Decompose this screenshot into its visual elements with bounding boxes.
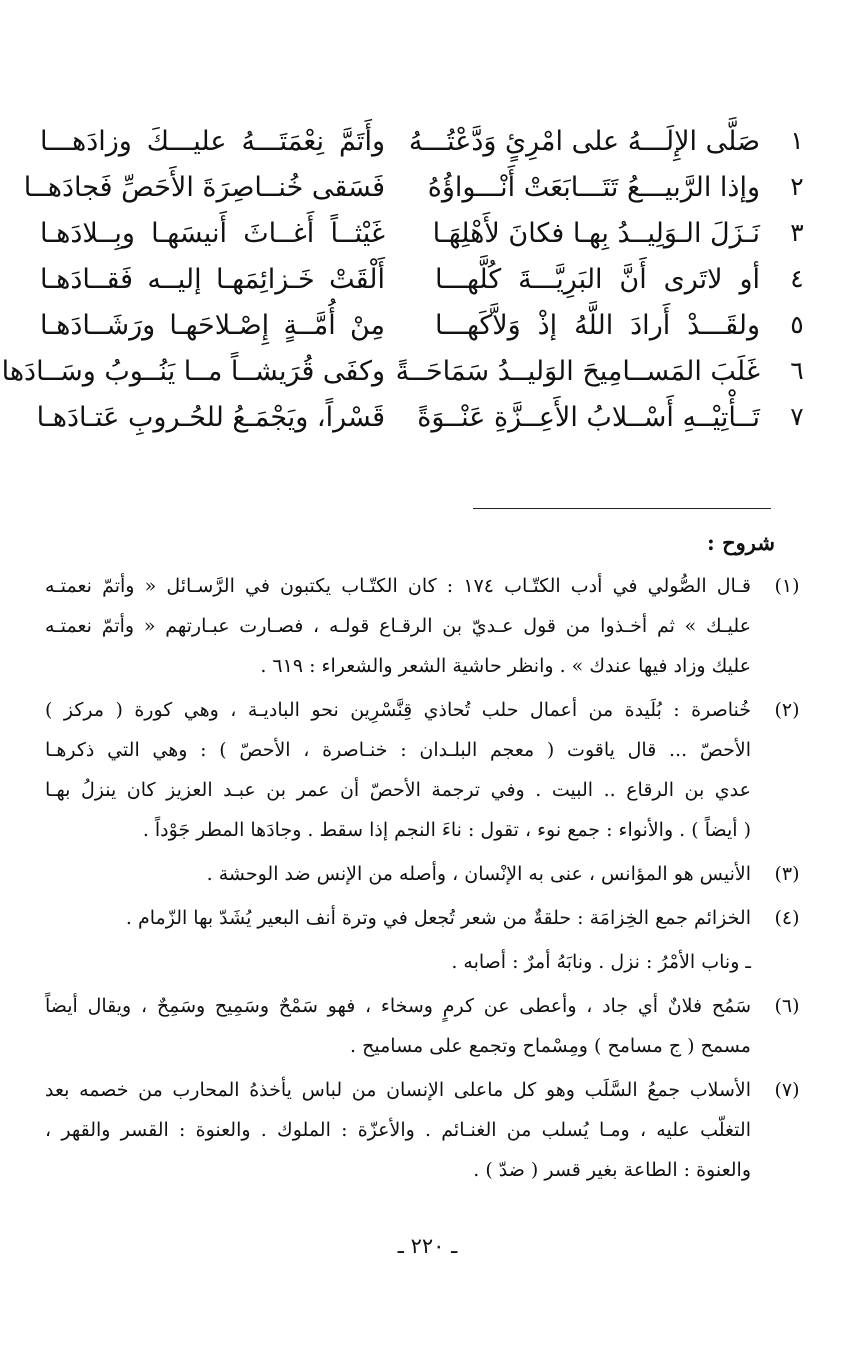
verse-first-hemistich: غَلَبَ المَســامِيحَ الوَليــدُ سَمَاحَــةً <box>395 356 760 387</box>
verse-first-hemistich: نَـزَلَ الـوَلِيــدُ بِهـا فكانَ لأَهْلِهَـا <box>432 218 760 249</box>
footnote-number: (٤) <box>774 907 800 929</box>
footnote-line: الأحصّ ... قال ياقوت ( معجم البلـدان : خنـاصرة ، الأحصّ ) : وهي التي ذكرهـا <box>45 739 751 761</box>
poem-verse <box>40 306 810 352</box>
notes-list <box>45 566 807 1194</box>
footnote-line: مسمح ( ج مسامح ) ومِسْماح وتجمع على مساميح . <box>350 1035 751 1057</box>
verse-first-hemistich: صَلَّى الإِلَـــهُ على امْرِئٍ وَدَّعْتُـــهُ <box>408 126 760 157</box>
footnote <box>45 1070 807 1190</box>
footnote-line: سَمُح فلانٌ أي جاد ، وأعطى عن كرمٍ وسخاء ، فهو سَمْحٌ وسَمِيح وسَمِحٌ ، ويقال أيضاً <box>45 995 751 1017</box>
verse-number: ٢ <box>790 172 804 201</box>
verse-second-hemistich: أَلْقَتْ خَـزائِمَهـا إليــه فَقــادَهـا <box>40 264 385 295</box>
note-continuation: ـ وناب الأمْرُ : نزل . ونابَهُ أمرٌ : أصابه . <box>451 951 751 973</box>
poem <box>1 122 810 444</box>
verse-second-hemistich: وأَتَمَّ نِعْمَتَـــهُ عليـــكَ وزادَهـــا <box>40 126 385 157</box>
footnote-line: والعنوة : الطاعة بغير قسر ( ضدّ ) . <box>473 1159 751 1181</box>
verse-number: ٥ <box>790 310 804 339</box>
notes-heading: شروح : <box>707 530 775 555</box>
verse-second-hemistich: وكفَى قُرَيشــاً مــا يَنُــوبُ وسَــادَها <box>1 356 385 387</box>
verse-second-hemistich: فَسَقى خُنــاصِرَةَ الأَحَصِّ فَجادَهــا <box>23 172 385 203</box>
footnote-number: (٧) <box>774 1079 800 1101</box>
footnote-line: عليـك » ثم أخـذوا من قول عـديّ بن الرقـاع قولـه ، فصـارت عبـارتهم « وأتمّ نعمتـه <box>45 615 751 637</box>
page-number: ـ ٢٢٠ ـ <box>397 1234 458 1258</box>
verse-second-hemistich: مِنْ أُمَّــةٍ إِصْـلاحَهـا ورَشَــادَهـا <box>40 310 385 341</box>
poem-verse <box>36 398 810 444</box>
verse-number: ١ <box>790 126 804 155</box>
footnote-line: الأنيس هو المؤانس ، عنى به الإنْسان ، وأصله من الإنس ضد الوحشة . <box>206 863 751 885</box>
footnote-line: خُناصرة : بُلَيدة من أعمال حلب تُحاذي قِنَّسْرِين نحو الباديـة ، وهي كورة ( مركز ) <box>45 699 751 721</box>
footnote-line: عدي بن الرقاع .. البيت . وفي ترجمة الأحصّ أن عمر بن عبـد العزيز كان ينزلُ بهـا <box>45 779 751 801</box>
poem-verse <box>40 214 810 260</box>
footnote <box>45 566 807 686</box>
footnote-line: قـال الصُّولي في أدب الكتّـاب ١٧٤ : كان الكتّـاب يكتبون في الرَّسـائل « وأتمّ نعمتـه <box>45 575 751 597</box>
verse-first-hemistich: أو لاتَرى أَنَّ البَرِيَّـــةَ كُلَّهـــا <box>435 264 760 295</box>
poem-verse <box>40 260 810 306</box>
footnote <box>45 690 807 850</box>
verse-second-hemistich: قَسْراً، ويَجْمَـعُ للحُـروبِ عَتـادَهـا <box>36 402 385 433</box>
verse-number: ٧ <box>790 402 804 431</box>
verse-first-hemistich: تَــأْتِيْــهِ أَسْــلابُ الأَعِــزَّةِ عَنْــوَةً <box>417 402 760 433</box>
poem-verse <box>23 168 810 214</box>
poem-verse <box>40 122 810 168</box>
verse-second-hemistich: غَيْثــاً أَغــاثَ أَنيسَهـا وبِــلادَهـا <box>40 218 385 249</box>
poem-verse <box>1 352 810 398</box>
footnote-line: ( أيضاً ) . والأنواء : جمع نوء ، تقول : ناءَ النجم إذا سقط . وجادَها المطر جَوْداً . <box>142 819 751 841</box>
footnote <box>45 854 807 894</box>
footnote-line: عليك وزاد فيها عندك » . وانظر حاشية الشعر والشعراء : ٦١٩ . <box>260 655 751 677</box>
footnote-number: (٣) <box>774 863 800 885</box>
footnote-number: (٦) <box>774 995 800 1017</box>
verse-first-hemistich: وإذا الرَّبيـــعُ تَتَـــابَعَتْ أَنْـــواؤُهُ <box>427 172 760 203</box>
footnote-number: (١) <box>774 575 800 597</box>
footnote-line: الخزائم جمع الخِزامَة : حلقةٌ من شعر تُجعل في وترة أنف البعير يُشَدّ بها الزّمام . <box>125 907 751 929</box>
verse-number: ٤ <box>790 264 804 293</box>
verse-first-hemistich: ولقَـــدْ أَرادَ اللَّهُ إذْ وَلاَّكَهـــا <box>435 310 760 341</box>
footnote <box>45 986 807 1066</box>
footnote-separator <box>473 508 771 509</box>
footnote-line: الأسلاب جمعُ السَّلَب وهو كل ماعلى الإنسان من لباس يأخذهُ المحارب من خصمه بعد <box>45 1079 751 1101</box>
verse-number: ٦ <box>790 356 804 385</box>
footnote-number: (٢) <box>774 699 800 721</box>
verse-number: ٣ <box>790 218 804 247</box>
footnote <box>45 898 807 938</box>
footnote-line: التغلّب عليه ، ومـا يُسلب من الغنـائم . والأعزّة : الملوك . والعنوة : القسر والقهر ، <box>45 1119 751 1141</box>
